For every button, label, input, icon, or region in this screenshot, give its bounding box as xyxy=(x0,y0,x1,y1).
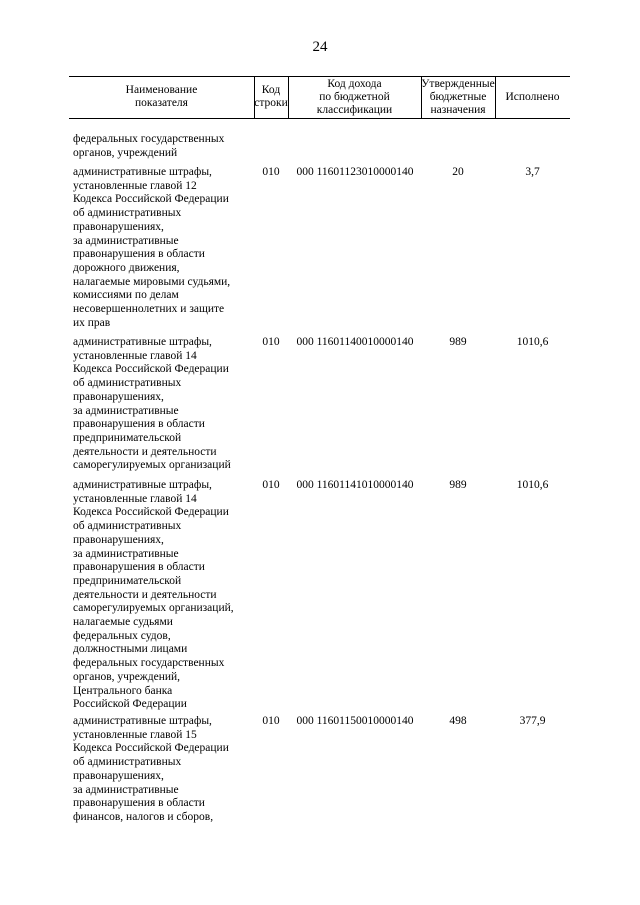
income-code: 000 11601141010000140 xyxy=(296,479,414,491)
executed-value: 1010,6 xyxy=(516,479,549,491)
page-number: 24 xyxy=(312,39,328,55)
indicator-name: административные штрафы, установленные главой 12 Кодекса Российской Федерации об административных правонарушениях, за административные правонарушения в области дорожного движения, налагаемые мировыми судьями, комиссиями по делам несовершеннолетних и защите их прав xyxy=(73,166,231,329)
approved-value: 20 xyxy=(452,166,464,178)
table-header-bottom-rule xyxy=(69,118,570,119)
line-code: 010 xyxy=(262,166,280,178)
income-code: 000 11601123010000140 xyxy=(296,166,414,178)
indicator-name: административные штрафы, установленные главой 14 Кодекса Российской Федерации об административных правонарушениях, за административные правонарушения в области предпринимательской деятельности и деятельности саморегулируемых организаций xyxy=(73,336,231,472)
header-income-code: Код дохода по бюджетной классификации xyxy=(316,77,393,116)
indicator-name: административные штрафы, установленные главой 14 Кодекса Российской Федерации об административных правонарушениях, за административные правонарушения в области предпринимательской деятельности и деятельности саморегулируемых организаций, налагаемые судьями федеральных судов, должностными лицами федеральных государственных органов, учреждений, Центрального банка Российской Федерации xyxy=(73,479,234,711)
line-code: 010 xyxy=(262,479,280,491)
income-code: 000 11601150010000140 xyxy=(296,715,414,727)
header-line-code: Код строки xyxy=(254,84,288,109)
executed-value: 377,9 xyxy=(519,715,546,727)
income-code: 000 11601140010000140 xyxy=(296,336,414,348)
header-executed: Исполнено xyxy=(505,90,560,103)
header-indicator-name: Наименование показателя xyxy=(125,84,198,109)
line-code: 010 xyxy=(262,336,280,348)
header-approved: Утвержденные бюджетные назначения xyxy=(421,77,495,116)
approved-value: 989 xyxy=(449,336,467,348)
continuation-text: федеральных государственных органов, учреждений xyxy=(73,133,225,159)
line-code: 010 xyxy=(262,715,280,727)
executed-value: 3,7 xyxy=(525,166,540,178)
approved-value: 498 xyxy=(449,715,467,727)
approved-value: 989 xyxy=(449,479,467,491)
executed-value: 1010,6 xyxy=(516,336,549,348)
indicator-name: административные штрафы, установленные главой 15 Кодекса Российской Федерации об административных правонарушениях, за административные правонарушения в области финансов, налогов и сборов, xyxy=(73,715,229,823)
